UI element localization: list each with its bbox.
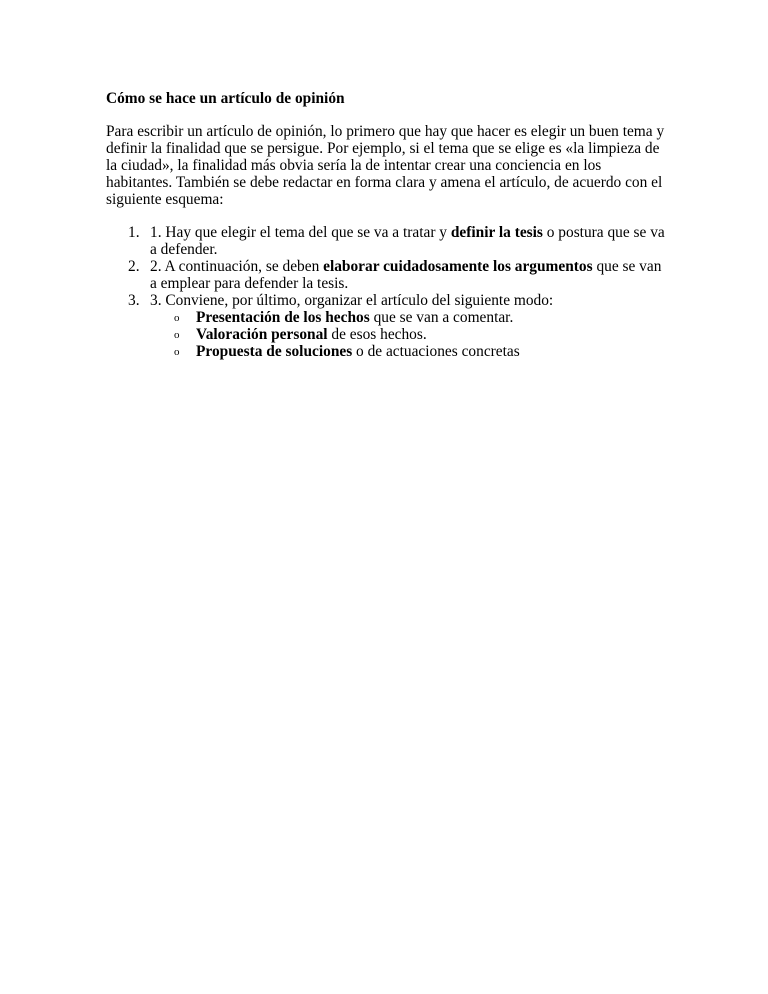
list-number: 3. <box>128 292 140 309</box>
sub-item-bold: Propuesta de soluciones <box>196 343 353 360</box>
sub-item-text: que se van a comentar. <box>369 309 514 326</box>
sub-item-bold: Valoración personal <box>196 326 328 343</box>
intro-paragraph: Para escribir un artículo de opinión, lo primero que hay que hacer es elegir un buen tema y definir la finalidad que se persigue. Por ejemplo, si el tema que se elige es «la limpieza de la ciudad», la finalidad más obvia sería la de intentar crear una conciencia en los habitantes. También se debe redactar en forma clara y amena el artículo, de acuerdo con el siguiente esquema: <box>106 123 665 208</box>
list-item <box>128 224 666 258</box>
list-text-bold: definir la tesis <box>450 224 543 241</box>
list-text: o postura que se va a defender. <box>150 224 665 258</box>
list-item <box>128 258 666 292</box>
bullet-icon: o <box>174 346 180 358</box>
list-number: 2. <box>128 258 140 275</box>
list-text: 2. A continuación, se deben <box>150 258 324 275</box>
document-page <box>106 90 666 360</box>
list-text: que se van a emplear para defender la tesis. <box>150 258 662 292</box>
sub-list <box>150 309 666 360</box>
list-item <box>128 292 666 360</box>
sub-item-bold: Presentación de los hechos <box>196 309 370 326</box>
bullet-icon: o <box>174 312 180 324</box>
sub-item-text: o de actuaciones concretas <box>352 343 520 360</box>
document-title: Cómo se hace un artículo de opinión <box>106 90 345 107</box>
sub-list-item <box>174 343 666 360</box>
sub-list-item <box>174 309 666 326</box>
list-text: 1. Hay que elegir el tema del que se va a tratar y <box>150 224 451 241</box>
steps-list <box>106 224 666 360</box>
list-number: 1. <box>128 224 140 241</box>
sub-list-item <box>174 326 666 343</box>
list-text-bold: elaborar cuidadosamente los argumentos <box>323 258 593 275</box>
list-text: 3. Conviene, por último, organizar el artículo del siguiente modo: <box>150 292 554 309</box>
bullet-icon: o <box>174 329 180 341</box>
sub-item-text: de esos hechos. <box>327 326 427 343</box>
